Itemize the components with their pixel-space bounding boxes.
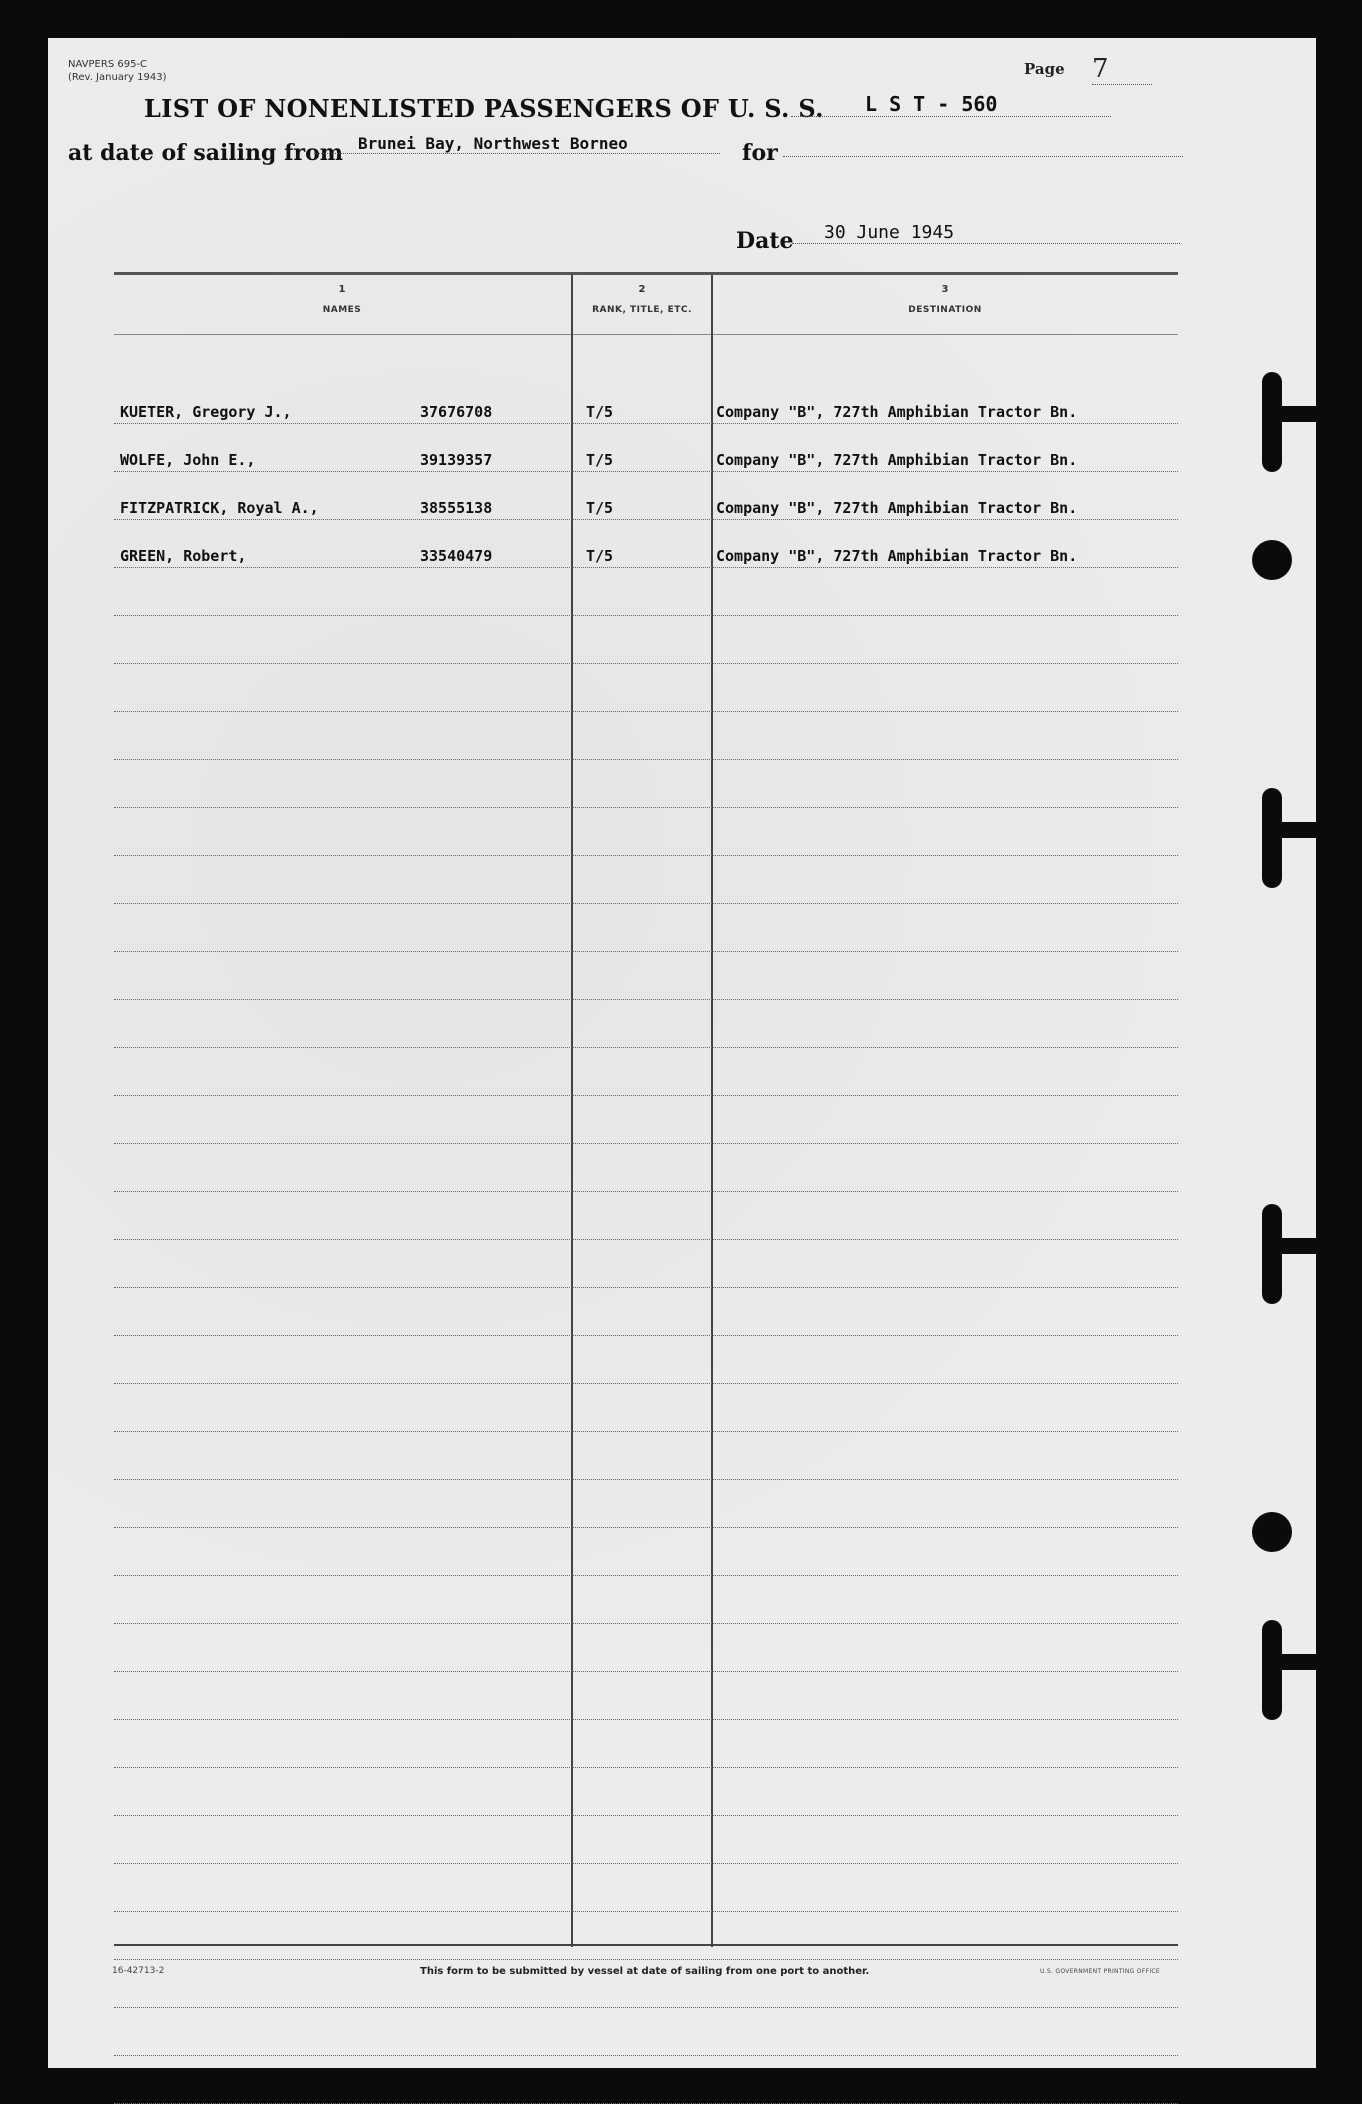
binder-ring-3-bar <box>1262 1238 1316 1254</box>
table-row <box>114 472 1178 520</box>
column-number: 1 <box>338 284 346 295</box>
page-title: LIST OF NONENLISTED PASSENGERS OF U. S. S. <box>144 94 824 123</box>
page-label: Page <box>1024 60 1065 78</box>
page-number: 7 <box>1092 54 1152 85</box>
sailing-from-label: at date of sailing from <box>68 140 344 166</box>
form-id <box>68 58 167 84</box>
header-bottom-line <box>114 334 1178 335</box>
vessel-name: L S T - 560 <box>791 92 1111 117</box>
blank-row <box>114 1768 1178 1816</box>
blank-row <box>114 856 1178 904</box>
passenger-rank: T/5 <box>586 451 614 469</box>
blank-row <box>114 1720 1178 1768</box>
blank-row <box>114 1000 1178 1048</box>
binder-ring-4-bar <box>1262 1654 1316 1670</box>
column-header-names <box>114 284 570 315</box>
blank-row <box>114 1336 1178 1384</box>
date-label: Date <box>736 228 794 254</box>
blank-row <box>114 1816 1178 1864</box>
passenger-rank: T/5 <box>586 547 614 565</box>
blank-row <box>114 952 1178 1000</box>
form-id-line2: (Rev. January 1943) <box>68 72 167 83</box>
passenger-destination: Company "B", 727th Amphibian Tractor Bn. <box>716 547 1078 565</box>
passenger-destination: Company "B", 727th Amphibian Tractor Bn. <box>716 403 1078 421</box>
service-number: 39139357 <box>420 451 493 469</box>
blank-row <box>114 1576 1178 1624</box>
footer-form-code: 16-42713-2 <box>112 1966 165 1976</box>
passenger-rank: T/5 <box>586 499 614 517</box>
table-row <box>114 424 1178 472</box>
binder-ring-4 <box>1262 1620 1282 1720</box>
for-label: for <box>742 140 778 166</box>
passenger-table <box>114 376 1178 2104</box>
form-id-line1: NAVPERS 695-C <box>68 59 148 70</box>
blank-row <box>114 1240 1178 1288</box>
for-value <box>783 134 1183 157</box>
blank-row <box>114 1384 1178 1432</box>
blank-rows <box>114 568 1178 2104</box>
column-header-destination <box>712 284 1178 315</box>
column-header-rank <box>572 284 712 315</box>
blank-row <box>114 1672 1178 1720</box>
column-number: 2 <box>638 284 646 295</box>
passenger-name: FITZPATRICK, Royal A., <box>120 499 319 517</box>
blank-row <box>114 1048 1178 1096</box>
passenger-name: KUETER, Gregory J., <box>120 403 292 421</box>
binder-ring-2 <box>1262 788 1282 888</box>
blank-row <box>114 664 1178 712</box>
blank-row <box>114 1096 1178 1144</box>
blank-row <box>114 1288 1178 1336</box>
binder-ring-3 <box>1262 1204 1282 1304</box>
binder-ring-1-bar <box>1262 406 1316 422</box>
binder-ring-2-bar <box>1262 822 1316 838</box>
passenger-name: WOLFE, John E., <box>120 451 256 469</box>
column-label: DESTINATION <box>908 305 982 315</box>
passenger-destination: Company "B", 727th Amphibian Tractor Bn. <box>716 451 1078 469</box>
blank-row <box>114 808 1178 856</box>
blank-row <box>114 712 1178 760</box>
blank-row <box>114 904 1178 952</box>
blank-row <box>114 1528 1178 1576</box>
blank-row <box>114 1192 1178 1240</box>
column-number: 3 <box>941 284 949 295</box>
binder-ring-1 <box>1262 372 1282 472</box>
punch-hole-2 <box>1252 1512 1292 1552</box>
blank-row <box>114 1480 1178 1528</box>
blank-row <box>114 760 1178 808</box>
service-number: 33540479 <box>420 547 493 565</box>
footer-note: This form to be submitted by vessel at date of sailing from one port to another. <box>420 1966 870 1977</box>
footer-printer: U.S. GOVERNMENT PRINTING OFFICE <box>1040 1968 1160 1975</box>
blank-row <box>114 568 1178 616</box>
passenger-destination: Company "B", 727th Amphibian Tractor Bn. <box>716 499 1078 517</box>
date-value: 30 June 1945 <box>792 222 1180 244</box>
blank-row <box>114 2056 1178 2104</box>
table-row <box>114 376 1178 424</box>
column-label: RANK, TITLE, ETC. <box>592 305 692 315</box>
blank-row <box>114 2008 1178 2056</box>
blank-row <box>114 1432 1178 1480</box>
service-number: 37676708 <box>420 403 493 421</box>
column-label: NAMES <box>322 305 362 315</box>
passenger-rank: T/5 <box>586 403 614 421</box>
sailing-from-value: Brunei Bay, Northwest Borneo <box>314 134 720 154</box>
service-number: 38555138 <box>420 499 493 517</box>
blank-row <box>114 1144 1178 1192</box>
blank-row <box>114 1864 1178 1912</box>
header-rule <box>114 272 1178 275</box>
table-row <box>114 520 1178 568</box>
blank-row <box>114 616 1178 664</box>
table-bottom-rule <box>114 1944 1178 1946</box>
punch-hole-1 <box>1252 540 1292 580</box>
passenger-name: GREEN, Robert, <box>120 547 247 565</box>
blank-row <box>114 1624 1178 1672</box>
blank-row <box>114 1912 1178 1960</box>
